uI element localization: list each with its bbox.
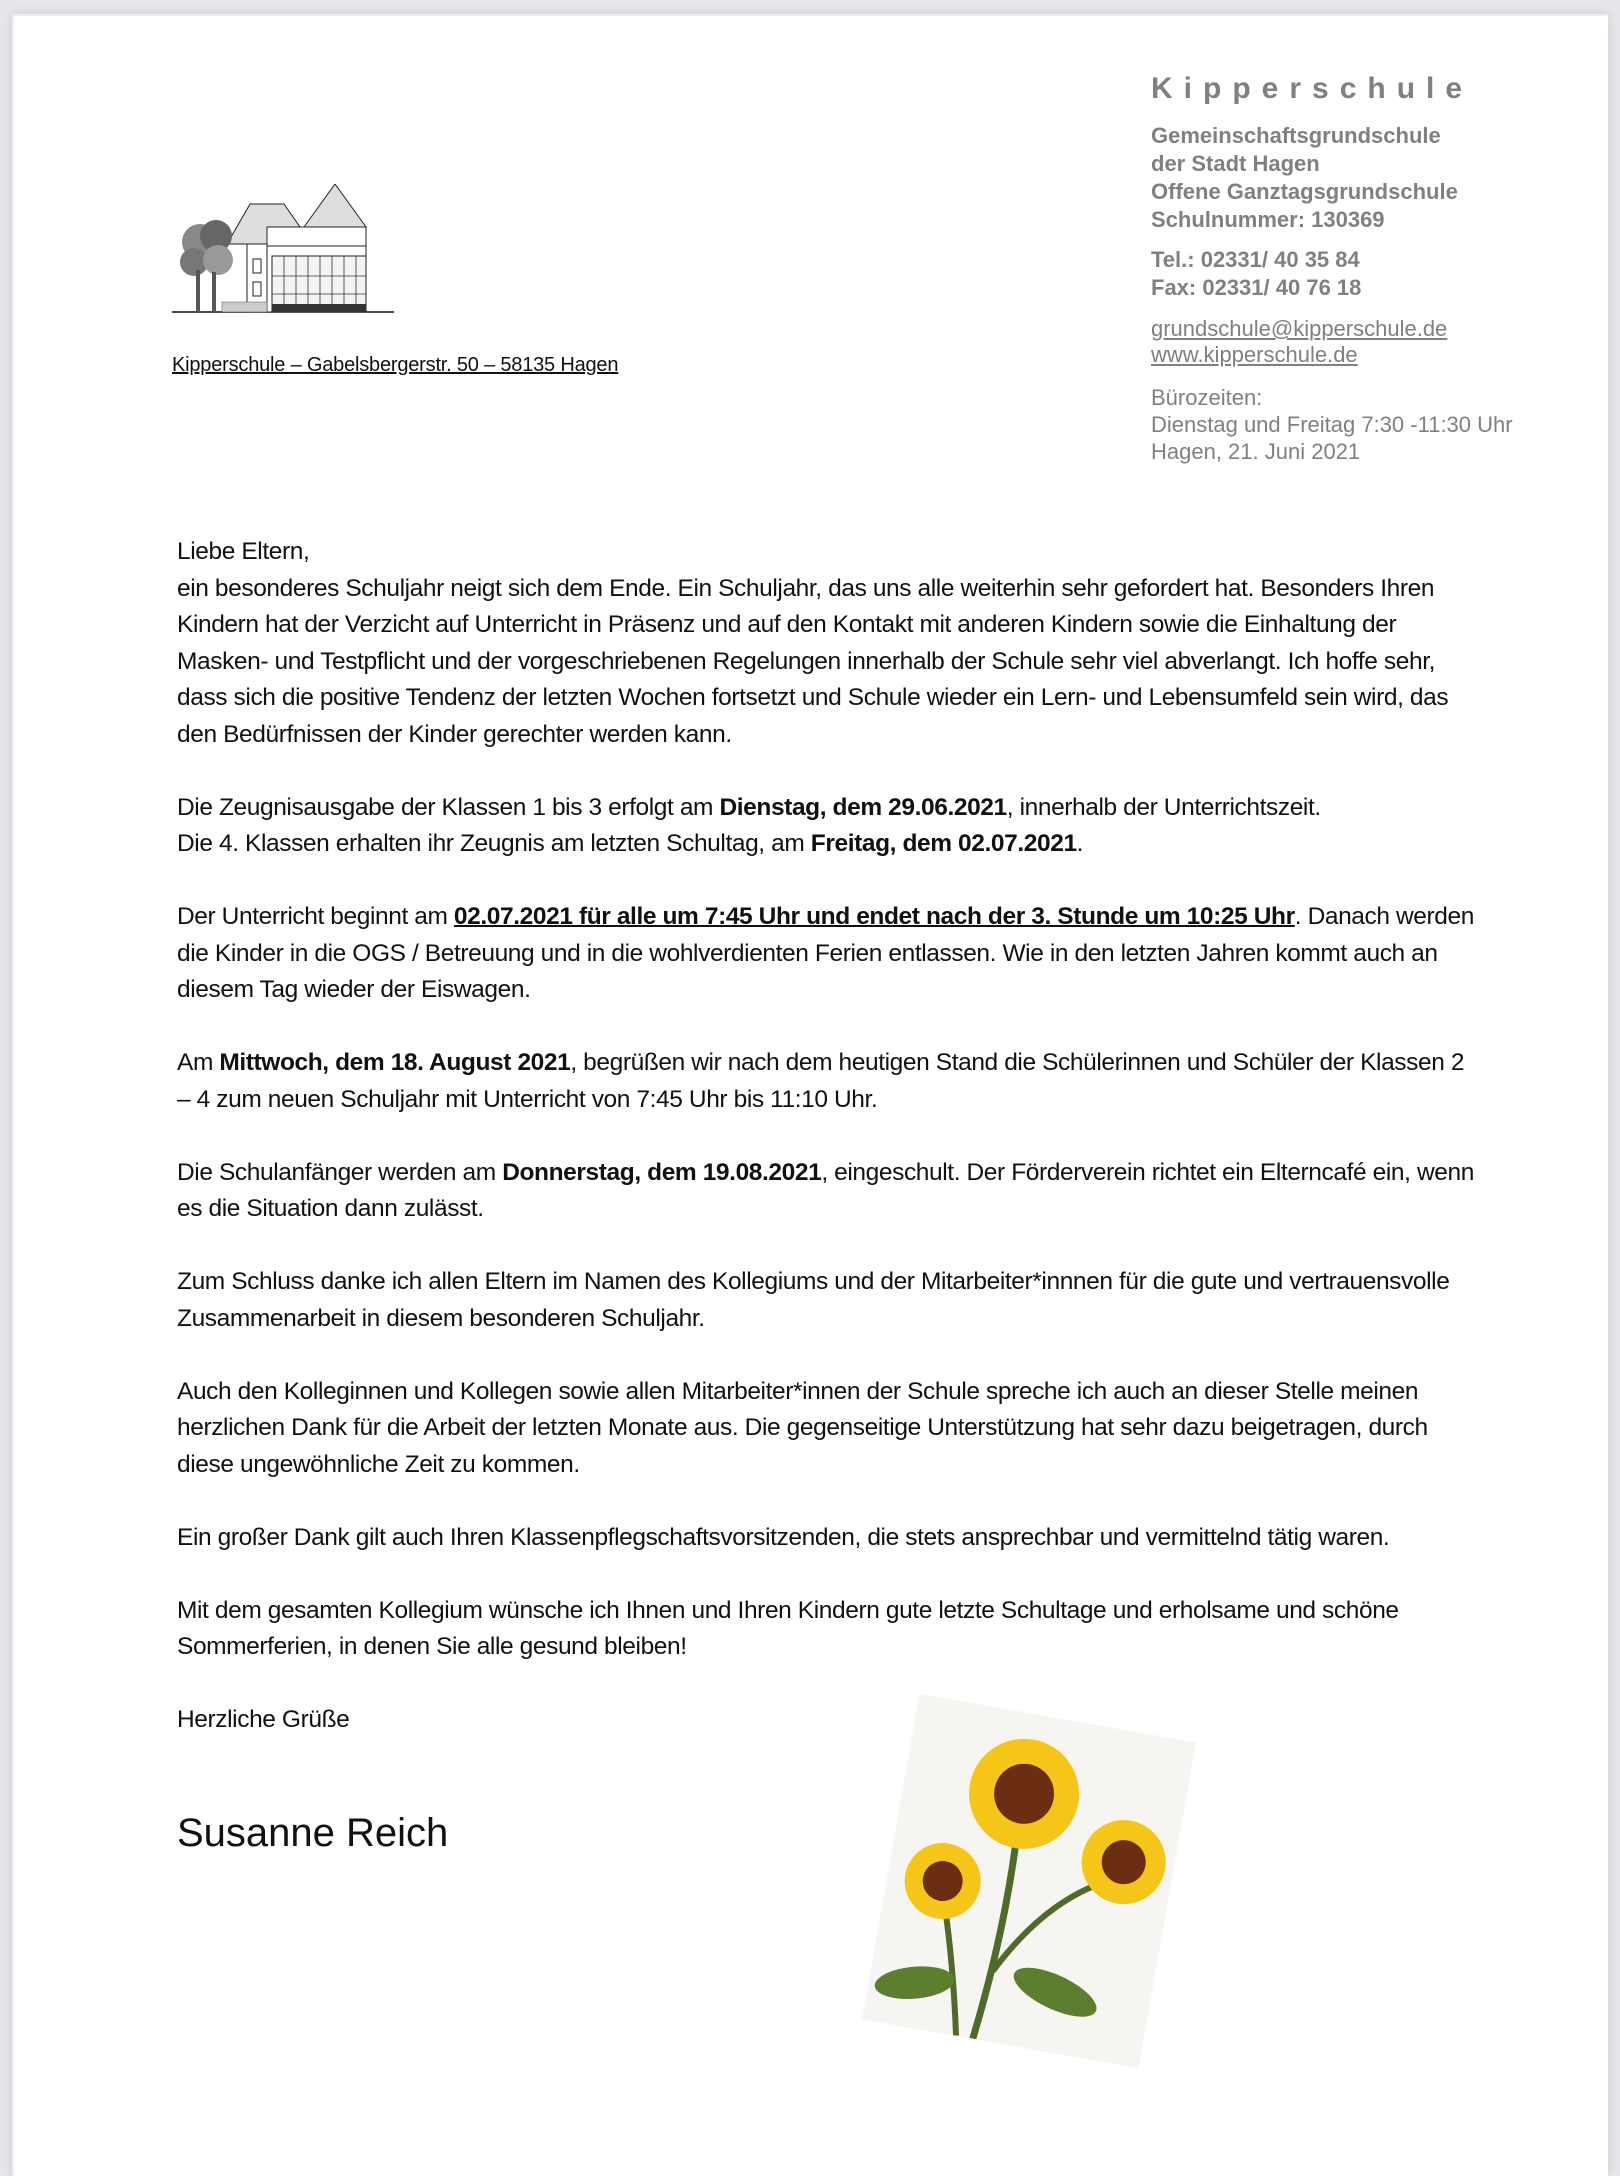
salutation: Liebe Eltern,	[177, 538, 310, 565]
fax-number: Fax: 02331/ 40 76 18	[1151, 275, 1362, 300]
return-address: Kipperschule – Gabelsbergerstr. 50 – 58135 Hagen	[172, 354, 619, 376]
paragraph-thanks-representatives: Ein großer Dank gilt auch Ihren Klassenpflegschaftsvorsitzenden, die stets ansprechbar und vermittelnd tätig waren.	[177, 1523, 1390, 1551]
place-date: Hagen, 21. Juni 2021	[1151, 439, 1361, 464]
letter-body	[177, 534, 1477, 1857]
school-subtitle-1: Gemeinschaftsgrundschule	[1151, 123, 1441, 148]
phone-number: Tel.: 02331/ 40 35 84	[1151, 247, 1360, 272]
paragraph-wishes: Mit dem gesamten Kollegium wünsche ich Ihnen und Ihren Kindern gute letzte Schultage und erholsame und schöne Sommerferien, in denen Sie alle gesund bleiben!	[177, 1596, 1399, 1660]
sunflower-painting-icon	[862, 1694, 1195, 2068]
paragraph-last-day: Der Unterricht beginnt am 02.07.2021 für alle um 7:45 Uhr und endet nach der 3. Stunde um 10:25 Uhr. Danach werden die Kinder in die OGS / Betreuung und in die wohlverdienten Ferien entlassen. Wie in den letzten Jahren kommt auch an diesem Tag wieder der Eiswagen.	[177, 903, 1474, 1003]
date-class-4: Freitag, dem 02.07.2021	[810, 830, 1077, 857]
date-classes-1-3: Dienstag, dem 29.06.2021	[719, 793, 1007, 821]
office-hours-label: Bürozeiten:	[1151, 385, 1263, 410]
paragraph-thanks-parents: Zum Schluss danke ich allen Eltern im Namen des Kollegiums und der Mitarbeiter*innnen für die gute und vertrauensvolle Zusammenarbeit in diesem besonderen Schuljahr.	[177, 1268, 1450, 1332]
email-link[interactable]: grundschule@kipperschule.de	[1151, 316, 1448, 341]
paragraph-intro: ein besonderes Schuljahr neigt sich dem Ende. Ein Schuljahr, das uns alle weiterhin sehr gefordert hat. Besonders Ihren Kindern hat der Verzicht auf Unterricht in Präsenz und auf den Kontakt mit anderen Kindern sowie die Einhaltung der Masken- und Testpflicht und der vorgeschriebenen Regelungen innerhalb der Schule sehr viel abverlangt. Ich hoffe sehr, dass sich die positive Tendenz der letzten Wochen fortsetzt und Schule wieder ein Lern- und Lebensumfeld sein wird, das den Bedürfnissen der Kinder gerechter werden kann.	[177, 574, 1449, 748]
signature: Susanne Reich	[177, 1810, 449, 1855]
letterhead	[1151, 72, 1591, 465]
school-building-drawing-icon	[172, 184, 394, 318]
school-subtitle-2: der Stadt Hagen	[1151, 151, 1320, 176]
date-new-school-year: Mittwoch, dem 18. August 2021	[219, 1049, 571, 1076]
closing: Herzliche Grüße	[177, 1706, 350, 1733]
school-number: Schulnummer: 130369	[1151, 207, 1385, 232]
letter-page	[12, 14, 1608, 2176]
paragraph-thanks-staff: Auch den Kolleginnen und Kollegen sowie allen Mitarbeiter*innen der Schule spreche ich auch an dieser Stelle meinen herzlichen Dank für die Arbeit der letzten Monate aus. Die gegenseitige Unterstützung hat sehr dazu beigetragen, durch diese ungewöhnliche Zeit zu kommen.	[177, 1377, 1428, 1478]
paragraph-new-year: Am Mittwoch, dem 18. August 2021, begrüßen wir nach dem heutigen Stand die Schülerinnen und Schüler der Klassen 2 – 4 zum neuen Schuljahr mit Unterricht von 7:45 Uhr bis 11:10 Uhr.	[177, 1049, 1465, 1113]
date-enrollment: Donnerstag, dem 19.08.2021	[502, 1158, 822, 1186]
school-name: Kipperschule	[1151, 72, 1474, 105]
paragraph-school-starters: Die Schulanfänger werden am Donnerstag, dem 19.08.2021, eingeschult. Der Förderverein richtet ein Elterncafé ein, wenn es die Situation dann zulässt.	[177, 1158, 1474, 1222]
website-link[interactable]: www.kipperschule.de	[1151, 342, 1358, 367]
paragraph-report-cards: Die Zeugnisausgabe der Klassen 1 bis 3 erfolgt am Dienstag, dem 29.06.2021, innerhalb der Unterrichtszeit. Die 4. Klassen erhalten ihr Zeugnis am letzten Schultag, am Freitag, dem 02.07.2021.	[177, 793, 1321, 857]
last-day-schedule: 02.07.2021 für alle um 7:45 Uhr und endet nach der 3. Stunde um 10:25 Uhr	[453, 903, 1295, 930]
school-subtitle-3: Offene Ganztagsgrundschule	[1151, 179, 1458, 204]
office-hours: Dienstag und Freitag 7:30 -11:30 Uhr	[1151, 412, 1513, 437]
